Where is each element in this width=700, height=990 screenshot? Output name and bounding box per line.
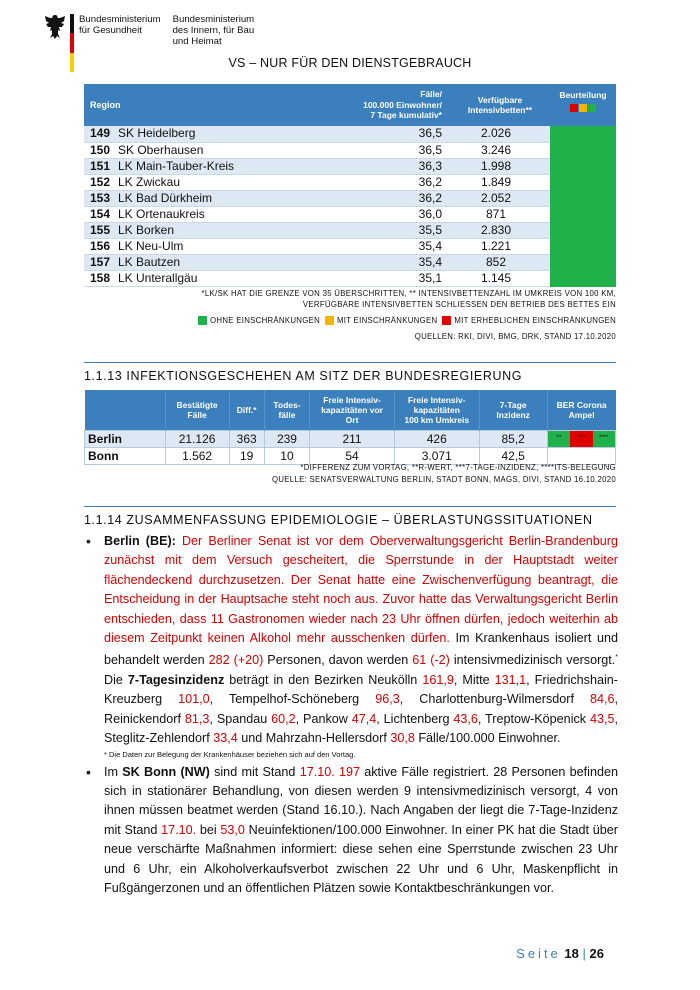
betten-cell: 852 [450,254,550,270]
betten-cell: 2.052 [450,190,550,206]
table-row [84,126,616,142]
frei-ort-cell: 211 [310,430,395,447]
todes-cell: 10 [264,447,309,464]
faelle-cell: 35,4 [330,238,450,254]
diff-cell: 363 [229,430,264,447]
name-cell: LK Bautzen [118,254,330,270]
betten-cell: 2.830 [450,222,550,238]
name-cell: LK Borken [118,222,330,238]
assessment-cell [550,270,616,286]
ministry-health: Bundesministerium für Gesundheit [79,14,161,36]
berlin-label: Berlin (BE): [104,534,176,548]
assessment-cell [550,174,616,190]
betten-cell: 1.145 [450,270,550,286]
nr-cell: 156 [84,238,118,254]
region-cell: Berlin [85,430,166,447]
faelle-cell: 35,1 [330,270,450,286]
faelle-cell: 36,0 [330,206,450,222]
header-diff: Diff.* [229,390,264,430]
assessment-cell [550,238,616,254]
header-inzidenz: 7-Tage Inzidenz [479,390,547,430]
header-empty [85,390,166,430]
nr-cell: 153 [84,190,118,206]
bestaetigt-cell: 1.562 [165,447,229,464]
berlin-paragraph [84,532,618,899]
betten-cell: 1.998 [450,158,550,174]
betten-cell: 3.246 [450,142,550,158]
nr-cell: 155 [84,222,118,238]
list-item: • Im SK Bonn (NW) sind mit Stand 17.10. 197 aktive Fälle registriert. 28 Personen befinden sich in stationärer Behandlung, von diesen werden 9 intensivmedizinisch versorgt, 4 von ihnen müssen beatmet werden (Stand 16.10.). Nach Angaben der liegt die 7-Tage-Inzidenz mit Stand 17.10. bei 53,0 Neuinfektionen/100.000 Einwohner. In einer PK hat die Stadt über neue verschärfte Maßnahmen informiert: diese sehen eine Sperrstunde zwischen 23 Uhr und 6 Uhr, ein Alkoholverkaufsverbot zwischen 22 Uhr und 6 Uhr, Maskenpflicht in Fußgängerzonen und an öffentlichen Plätzen sowie Kontaktbeschränkungen vor. [84,763,618,899]
assessment-cell [550,206,616,222]
name-cell: LK Zwickau [118,174,330,190]
nr-cell: 152 [84,174,118,190]
page-current: 18 [564,946,579,961]
faelle-cell: 36,2 [330,190,450,206]
betten-cell: 1.849 [450,174,550,190]
betten-cell: 1.221 [450,238,550,254]
table-row [84,238,616,254]
inzidenz-cell: 42,5 [479,447,547,464]
name-cell: SK Heidelberg [118,126,330,142]
frei-umkreis-cell: 426 [394,430,479,447]
assessment-cell [550,222,616,238]
inzidenz-cell: 85,2 [479,430,547,447]
header-faelle: Fälle/ 100.000 Einwohner/ 7 Tage kumulativ* [330,84,450,126]
faelle-cell: 36,2 [330,174,450,190]
section-title-1113: 1.1.13 INFEKTIONSGESCHEHEN AM SITZ DER BUNDESREGIERUNG [84,362,616,383]
table-row [84,174,616,190]
assessment-cell [550,190,616,206]
page-total: 26 [589,946,604,961]
table-row [84,222,616,238]
district-table [84,84,616,287]
table-row [84,190,616,206]
betten-cell: 871 [450,206,550,222]
legend-yellow-icon [325,316,334,325]
table2-footnote: *DIFFERENZ ZUM VORTAG, **R-WERT, ***7-TAGE-INZIDENZ, ****ITS-BELEGUNG [300,463,616,472]
faelle-cell: 35,5 [330,222,450,238]
ampel-inzidenz: *** [570,431,592,447]
nr-cell: 149 [84,126,118,142]
nr-cell: 154 [84,206,118,222]
frei-ort-cell: 54 [310,447,395,464]
assessment-cell [550,126,616,142]
faelle-cell: 36,5 [330,126,450,142]
diff-cell: 19 [229,447,264,464]
header-todes: Todes- fälle [264,390,309,430]
list-item: • Berlin (BE): Der Berliner Senat ist vor dem Oberverwaltungsgericht Berlin-Brandenburg zunächst mit dem Versuch gescheitert, die Sperrstunde in der Hauptstadt weiter flächendeckend durchzusetzen. Der Senat hatte eine Zwischenverfügung beantragt, die Entscheidung in der Hauptsache steht noch aus. Zuvor hatte das Verwaltungsgericht Berlin entschieden, dass 11 Gastronomen wieder nach 23 Uhr öffnen dürfen, jedoch weiterhin ab diesem Zeitpunkt keinen Alkohol mehr ausschenken dürfen. Im Krankenhaus isoliert und behandelt werden 282 (+20) Personen, davon werden 61 (-2) intensivmedizinisch versorgt.* Die 7-Tagesinzidenz beträgt in den Bezirken Neukölln 161,9, Mitte 131,1, Friedrichshain-Kreuzberg 101,0, Tempelhof-Schöneberg 96,3, Charlottenburg-Wilmersdorf 84,6, Reinickendorf 81,3, Spandau 60,2, Pankow 47,4, Lichtenberg 43,6, Treptow-Köpenick 43,5, Steglitz-Zehlendorf 33,4 und Mahrzahn-Hellersdorf 30,8 Fälle/100.000 Einwohner. * Die Daten zur Belegung der Krankenhäuser beziehen sich auf den Vortag. [84,532,618,760]
table-row [84,270,616,286]
header-frei-umkreis: Freie Intensiv- kapazitäten 100 km Umkreis [394,390,479,430]
federal-eagle-icon [44,14,66,40]
page-number [516,946,604,961]
table-row [84,158,616,174]
ampel-legend-icon [570,104,596,115]
table1-footnote: *LK/SK HAT DIE GRENZE VON 35 ÜBERSCHRITTEN, ** INTENSIVBETTENZAHL IM UMKREIS VON 100 KM, VERFÜGBARE INTENSIVBETTEN SCHLIESSEN DEN BETRIEB DES BETTES EIN [201,289,616,309]
name-cell: SK Oberhausen [118,142,330,158]
classification-label: VS – NUR FÜR DEN DIENSTGEBRAUCH [228,56,472,70]
name-cell: LK Ortenaukreis [118,206,330,222]
berlin-court-text: Der Berliner Senat ist vor dem Oberverwaltungsgericht Berlin-Brandenburg zunächst mit dem Versuch gescheitert, die Sperrstunde in der Hauptstadt weiter flächendeckend durchzusetzen. Der Senat hatte eine Zwischenverfügung beantragt, die Entscheidung in der Hauptsache steht noch aus. Zuvor hatte das Verwaltungsgericht Berlin entschieden, dass 11 Gastronomen wieder nach 23 Uhr öffnen dürfen, jedoch weiterhin ab diesem Zeitpunkt keinen Alkohol mehr ausschenken dürfen. [104,534,618,646]
legend-green-icon [198,316,207,325]
region-cell: Bonn [85,447,166,464]
nr-cell: 150 [84,142,118,158]
header-bestaetigt: Bestätigte Fälle [165,390,229,430]
table-row [84,206,616,222]
header-ampel: BER Corona Ampel [547,390,615,430]
table-row-bonn [85,447,616,464]
name-cell: LK Main-Tauber-Kreis [118,158,330,174]
assessment-cell [550,142,616,158]
frei-umkreis-cell: 3.071 [394,447,479,464]
berlin-footnote: * Die Daten zur Belegung der Krankenhäuser beziehen sich auf den Vortag. [104,749,356,759]
todes-cell: 239 [264,430,309,447]
header-frei-ort: Freie Intensiv- kapazitäten vor Ort [310,390,395,430]
table-row [84,142,616,158]
table1-source: QUELLEN: RKI, DIVI, BMG, DRK, STAND 17.10.2020 [414,332,616,341]
assessment-cell [550,158,616,174]
faelle-cell: 36,3 [330,158,450,174]
ministry-interior: Bundesministerium des Innern, für Bau und Heimat [172,14,255,47]
table-row [84,254,616,270]
faelle-cell: 36,5 [330,142,450,158]
nr-cell: 157 [84,254,118,270]
page-separator: | [582,946,586,961]
assessment-cell [550,254,616,270]
bonn-label: SK Bonn (NW) [122,764,210,779]
ampel-r-value: ** [548,431,570,447]
ampel-cell [547,447,615,464]
header-betten: Verfügbare Intensivbetten** [450,84,550,126]
nr-cell: 151 [84,158,118,174]
name-cell: LK Neu-Ulm [118,238,330,254]
header-beurteilung: Beurteilung [550,84,616,126]
ampel-cell [547,430,615,447]
table-row-berlin [85,430,616,447]
table1-legend: OHNE EINSCHRÄNKUNGEN MIT EINSCHRÄNKUNGEN MIT ERHEBLICHEN EINSCHRÄNKUNGEN [198,316,616,327]
nr-cell: 158 [84,270,118,286]
legend-red-icon [442,316,451,325]
page-label: Seite [516,946,561,961]
table2-source: QUELLE: SENATSVERWALTUNG BERLIN, STADT BONN, MAGS, DIVI, STAND 16.10.2020 [272,475,616,484]
name-cell: LK Bad Dürkheim [118,190,330,206]
name-cell: LK Unterallgäu [118,270,330,286]
faelle-cell: 35,4 [330,254,450,270]
seat-government-table [84,390,616,465]
header-region: Region [84,84,330,126]
section-title-1114: 1.1.14 ZUSAMMENFASSUNG EPIDEMIOLOGIE – ÜBERLASTUNGSSITUATIONEN [84,506,616,527]
ampel-its: **** [593,431,615,447]
betten-cell: 2.026 [450,126,550,142]
bestaetigt-cell: 21.126 [165,430,229,447]
